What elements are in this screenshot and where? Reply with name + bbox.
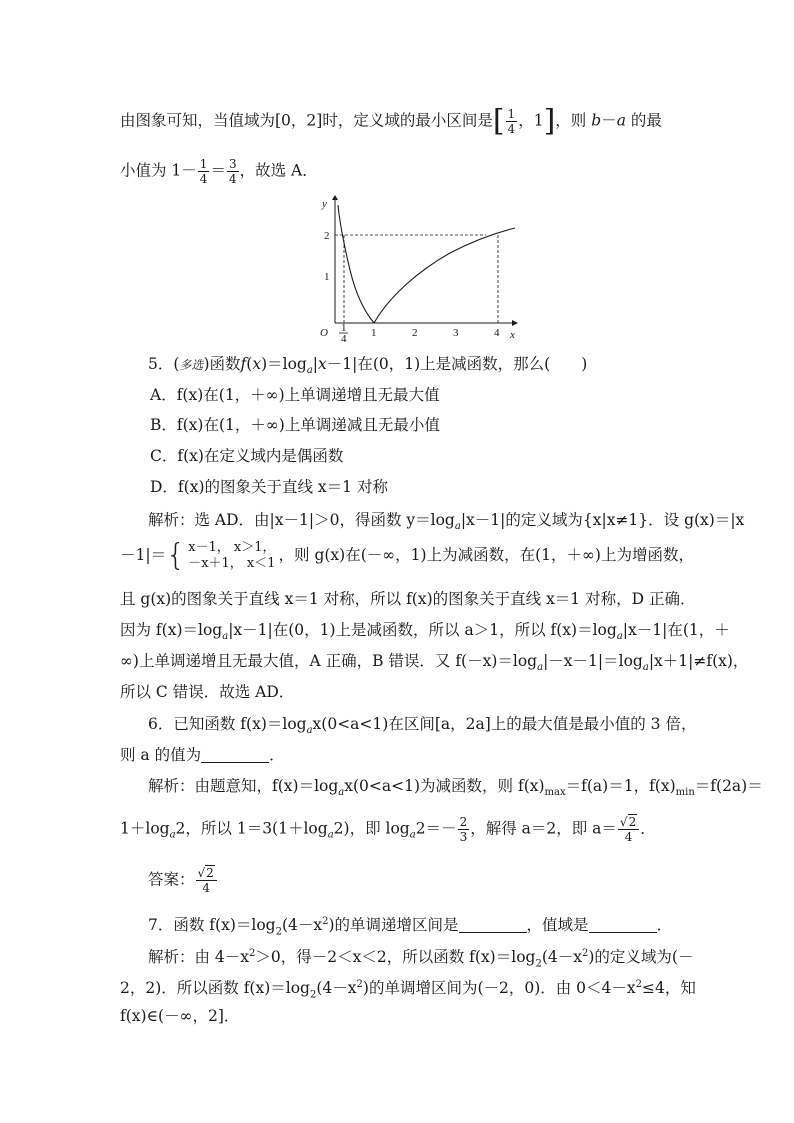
y-axis-label: y [322,198,327,210]
q7-solution-line-3: f(x)∈(－∞，2]． [120,1007,240,1025]
q5-option-b: B．f(x)在(1，＋∞)上单调递减且无最小值 [150,416,440,434]
q6-stem-line-1: 6．已知函数 $f(x)=\log_ax(0<a<1)$在区间[a，2a]上的最大值是最小值的 3 倍， [148,715,697,737]
q5-option-c: C．f(x)在定义域内是偶函数 [150,447,344,465]
piecewise-cases: x－1， x＞1， －x＋1， x＜1 [188,540,276,571]
x-axis-label: x [510,329,515,341]
fraction-three-quarters: $\frac{3}{4}$ [228,157,237,186]
q7-solution-line-2: 2，2)．所以函数 $f(x)=\log_2(4-x^2)$的单调增区间为(－2，0)．由 $0<4-x^2\le 4$，知 [120,979,696,1001]
q6-stem-line-2: 则 a 的值为 ． [120,746,285,764]
text-line-1: 由图象可知，当值域为[0，2]时，定义域的最小区间是[ $\frac{1}{4}$ ，1]，则 b－a 的最 [120,103,662,139]
interval-bracket-left: [ [492,103,505,139]
x-tick-2: 2 [412,327,418,339]
q7-solution-line-1: 解析：由 $4-x^2>0$，得－2＜x＜2，所以函数 $f(x)=\log_2(4-x^2)$的定义域为(－ [148,948,694,970]
q6-solution-line-1: 解析：由题意知，$f(x)=\log_ax(0<a<1)$为减函数，则 $f(x)_{max}=f(a)=1$，$f(x)_{min}=f(2a)=$ [148,777,763,799]
y-tick-1: 1 [324,271,330,283]
curve-left-branch [338,205,374,323]
interval-bracket-right: ] [543,103,556,139]
function-graph [300,195,530,345]
x-tick-quarter-denominator: 4 [341,333,347,345]
origin-label: O [320,327,328,339]
fraction-one-quarter: $\frac{1}{4}$ [507,107,516,136]
answer-fraction-sqrt2-over-4: $\frac{√2}{4}$ [196,866,217,895]
q5-solution-line-5: ∞)上单调递增且无最大值，A 正确，B 错误．又 $f(-x)=\log_a|-x-1|=\log_a|x+1|\ne f(x)$， [120,652,749,674]
x-axis-arrow-icon [512,320,518,326]
x-tick-1: 1 [371,327,377,339]
q5-solution-line-1: 解析：选 AD．由|x－1|＞0，得函数 $y=\log_a|x-1|$的定义域为{x|x≠1}．设 g(x)＝|x [148,511,745,533]
text-line-2: 小值为 1－ $\frac{1}{4}$ ＝ $\frac{3}{4}$ ，故选 A． [120,157,318,186]
piecewise-brace-icon: { [166,538,186,573]
q5-solution-line-4: 因为 $f(x)=\log_a|x-1|$在(0，1)上是减函数，所以 a＞1，所以 $f(x)=\log_a|x-1|$在(1，＋ [120,621,730,643]
q5-stem: 5．(多选)函数$f(x)=\log_a|x-1|$在(0，1)上是减函数，那么( ) [148,355,588,377]
answer-blank [201,748,269,763]
q5-solution-line-6: 所以 C 错误．故选 AD． [120,683,295,701]
fraction-sqrt2-over-4: $\frac{√2}{4}$ [618,815,639,844]
answer-blank-interval [459,918,527,933]
y-axis-arrow-icon [332,195,338,200]
x-tick-4: 4 [494,327,500,339]
q7-stem: 7．函数 $f(x)=\log_2(4-x^2)$的单调递增区间是 ，值域是 ． [148,916,673,938]
fraction-one-quarter: $\frac{1}{4}$ [199,157,208,186]
answer-blank-range [589,918,657,933]
q6-answer: 答案： $\frac{√2}{4}$ [148,866,218,895]
q5-solution-line-3: 且 g(x)的图象关于直线 x＝1 对称，所以 f(x)的图象关于直线 x＝1 对称，D 正确． [120,590,696,608]
curve-right-branch [374,228,515,323]
guide-lines [335,235,498,323]
x-tick-3: 3 [453,327,459,339]
fraction-two-thirds: $\frac{2}{3}$ [459,815,468,844]
q5-option-a: A．f(x)在(1，＋∞)上单调递增且无最大值 [150,386,440,404]
q5-solution-line-2: －1|＝{ x－1， x＞1， －x＋1， x＜1 ，则 g(x)在(－∞，1)上为减函数，在(1，＋∞)上为增函数， [120,538,694,573]
y-tick-2: 2 [324,230,330,242]
tag-multi-choice: 多选 [179,358,204,372]
q5-option-d: D．f(x)的图象关于直线 x＝1 对称 [150,478,388,496]
q6-solution-line-2: $1+\log_a2$，所以 $1=3(1+\log_a2)$，即 $\log_a2=-$ $\frac{2}{3}$ ，解得 a＝2，即 a＝ $\frac{√2}{4}$ ． [120,815,656,844]
x-tick-quarter-numerator: 1 [341,322,347,334]
